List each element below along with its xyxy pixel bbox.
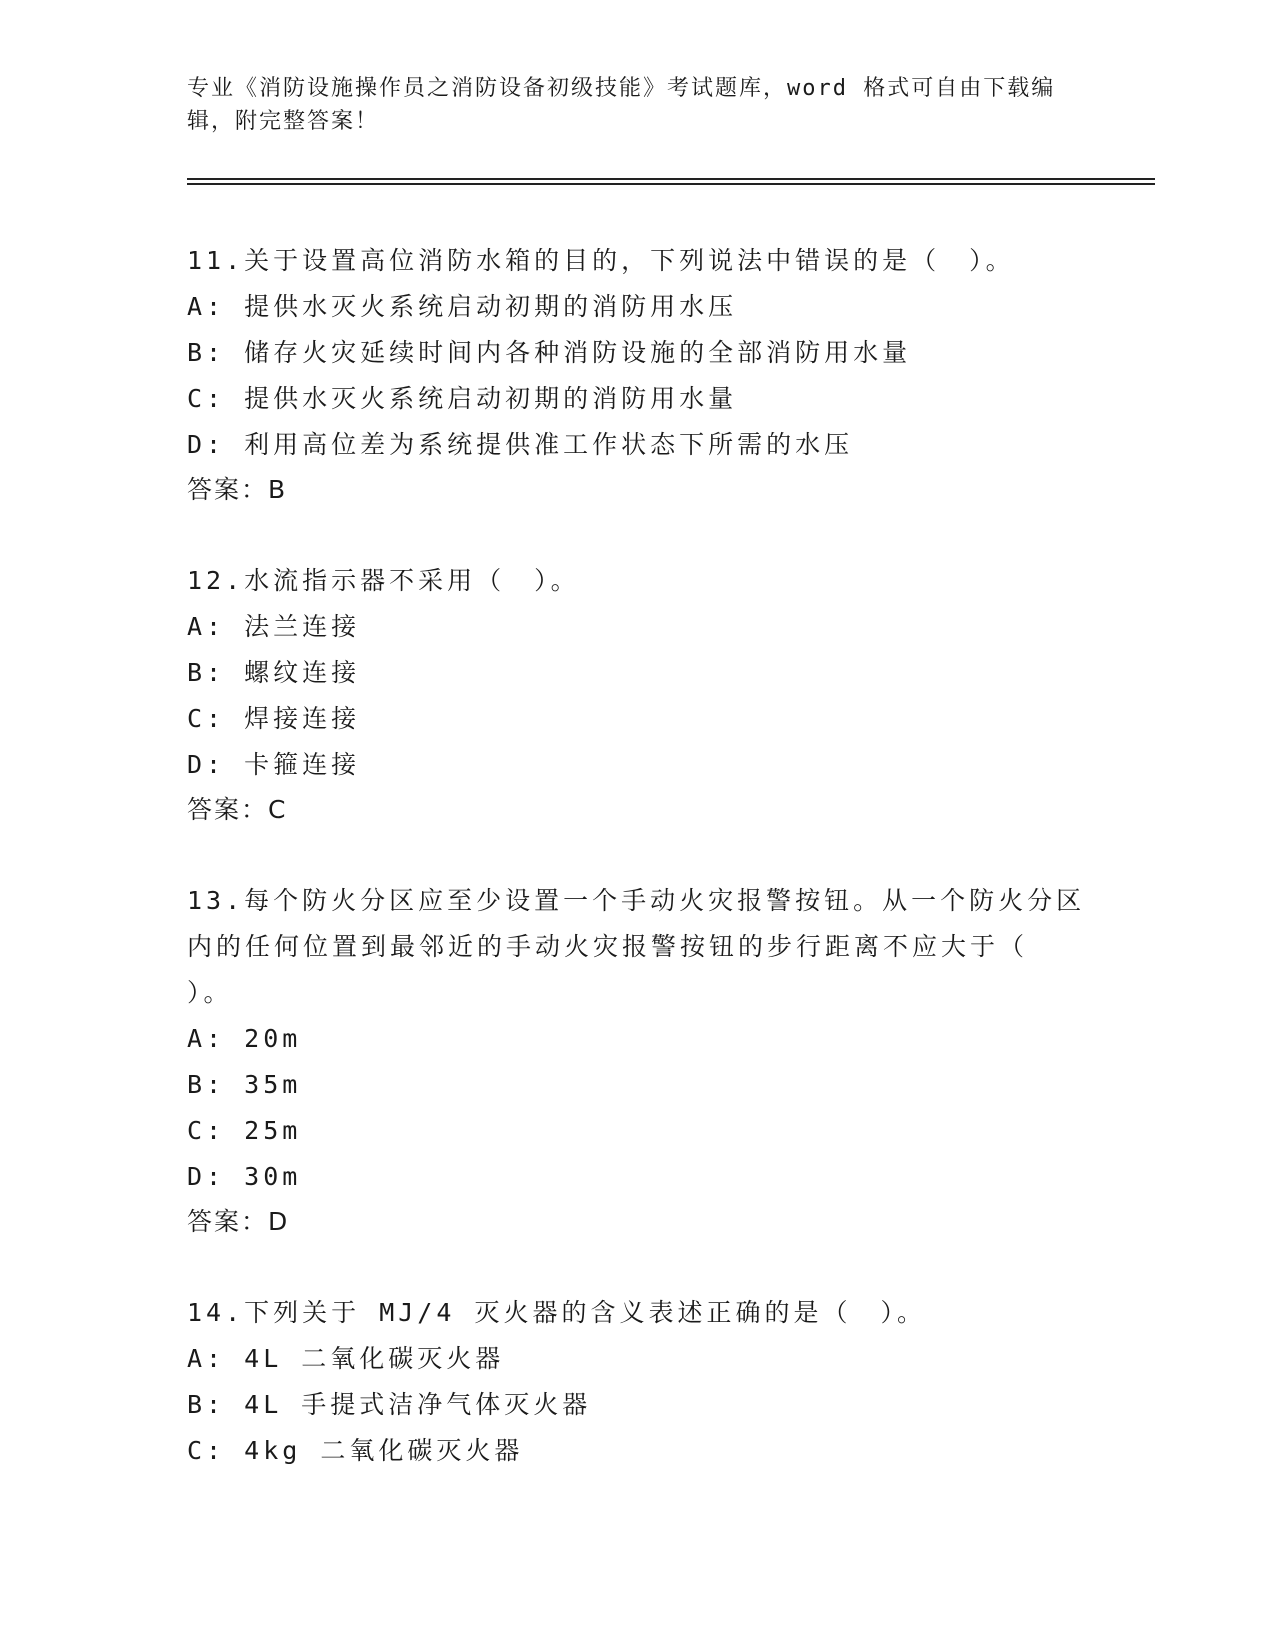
answer-option: A: 提供水灭火系统启动初期的消防用水压 [187,292,738,321]
header-divider-top [187,178,1155,180]
answer-key: 答案：D [187,1207,290,1236]
question-block [187,558,1087,832]
header-line-2: 辑，附完整答案！ [187,109,380,134]
question-block [187,238,1087,512]
answer-option: C: 4kg 二氧化碳灭火器 [187,1436,524,1465]
question-stem: 14.下列关于 MJ/4 灭火器的含义表述正确的是（ ）。 [187,1298,926,1327]
question-stem: ）。 [187,978,233,1007]
answer-option: D: 卡箍连接 [187,750,361,779]
document-header [187,72,1067,138]
answer-option: D: 30m [187,1162,302,1191]
answer-option: A: 4L 二氧化碳灭火器 [187,1344,505,1373]
answer-option: D: 利用高位差为系统提供准工作状态下所需的水压 [187,430,854,459]
question-stem: 内的任何位置到最邻近的手动火灾报警按钮的步行距离不应大于（ [187,932,1029,961]
answer-option: A: 20m [187,1024,302,1053]
question-list [187,238,1087,1520]
answer-option: C: 提供水灭火系统启动初期的消防用水量 [187,384,738,413]
question-stem: 12.水流指示器不采用（ ）。 [187,566,580,595]
question-block [187,1290,1087,1474]
answer-option: B: 螺纹连接 [187,658,361,687]
answer-option: C: 25m [187,1116,302,1145]
answer-option: B: 4L 手提式洁净气体灭火器 [187,1390,592,1419]
question-block [187,878,1087,1244]
answer-option: C: 焊接连接 [187,704,361,733]
question-stem: 11.关于设置高位消防水箱的目的，下列说法中错误的是（ ）。 [187,246,1015,275]
question-stem: 13.每个防火分区应至少设置一个手动火灾报警按钮。从一个防火分区 [187,886,1086,915]
header-divider-bottom [187,183,1155,185]
header-line-1: 专业《消防设施操作员之消防设备初级技能》考试题库，word 格式可自由下载编 [187,76,1056,101]
answer-key: 答案：C [187,795,288,824]
answer-key: 答案：B [187,475,288,504]
answer-option: B: 35m [187,1070,302,1099]
answer-option: A: 法兰连接 [187,612,361,641]
answer-option: B: 储存火灾延续时间内各种消防设施的全部消防用水量 [187,338,912,367]
